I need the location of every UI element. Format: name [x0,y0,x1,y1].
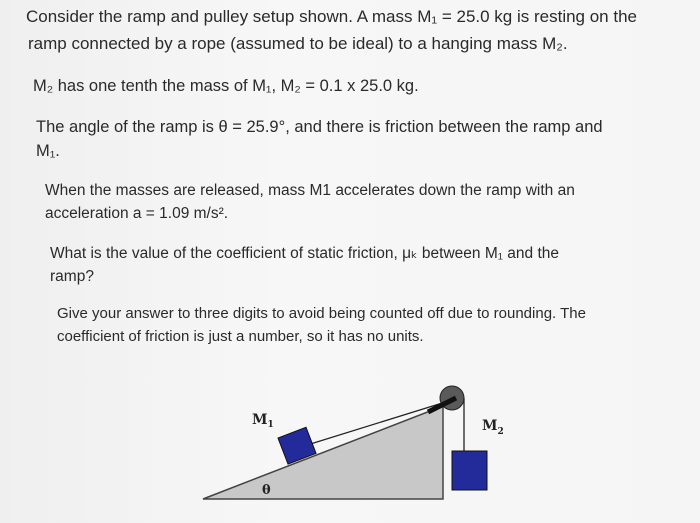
paragraph-3-line-1: The angle of the ramp is θ = 25.9°, and there is friction between the ramp and [36,118,603,136]
ramp [203,406,443,499]
paragraph-6-line-2: coefficient of friction is just a number, so it has no units. [57,328,424,345]
paragraph-1-line-1: Consider the ramp and pulley setup shown. A mass M₁ = 25.0 kg is resting on the [26,7,637,26]
paragraph-2-line-1: M₂ has one tenth the mass of M₁, M₂ = 0.1 x 25.0 kg. [33,77,419,95]
label-theta: θ [262,483,271,498]
label-m1: $M_1$ [252,412,274,430]
paragraph-4-line-1: When the masses are released, mass M1 accelerates down the ramp with an [45,182,575,199]
block-m2 [452,451,487,490]
paragraph-1-line-2: ramp connected by a rope (assumed to be ideal) to a hanging mass M₂. [28,34,568,53]
paragraph-3-line-2: M₁. [36,142,60,160]
paragraph-4-line-2: acceleration a = 1.09 m/s². [45,205,229,222]
paragraph-6-line-1: Give your answer to three digits to avoid being counted off due to rounding. The [57,305,586,322]
paragraph-5-line-2: ramp? [50,268,94,285]
label-m2: $M_2$ [482,418,504,437]
paragraph-5-line-1: What is the value of the coefficient of static friction, μₖ between M₁ and the [50,245,559,262]
